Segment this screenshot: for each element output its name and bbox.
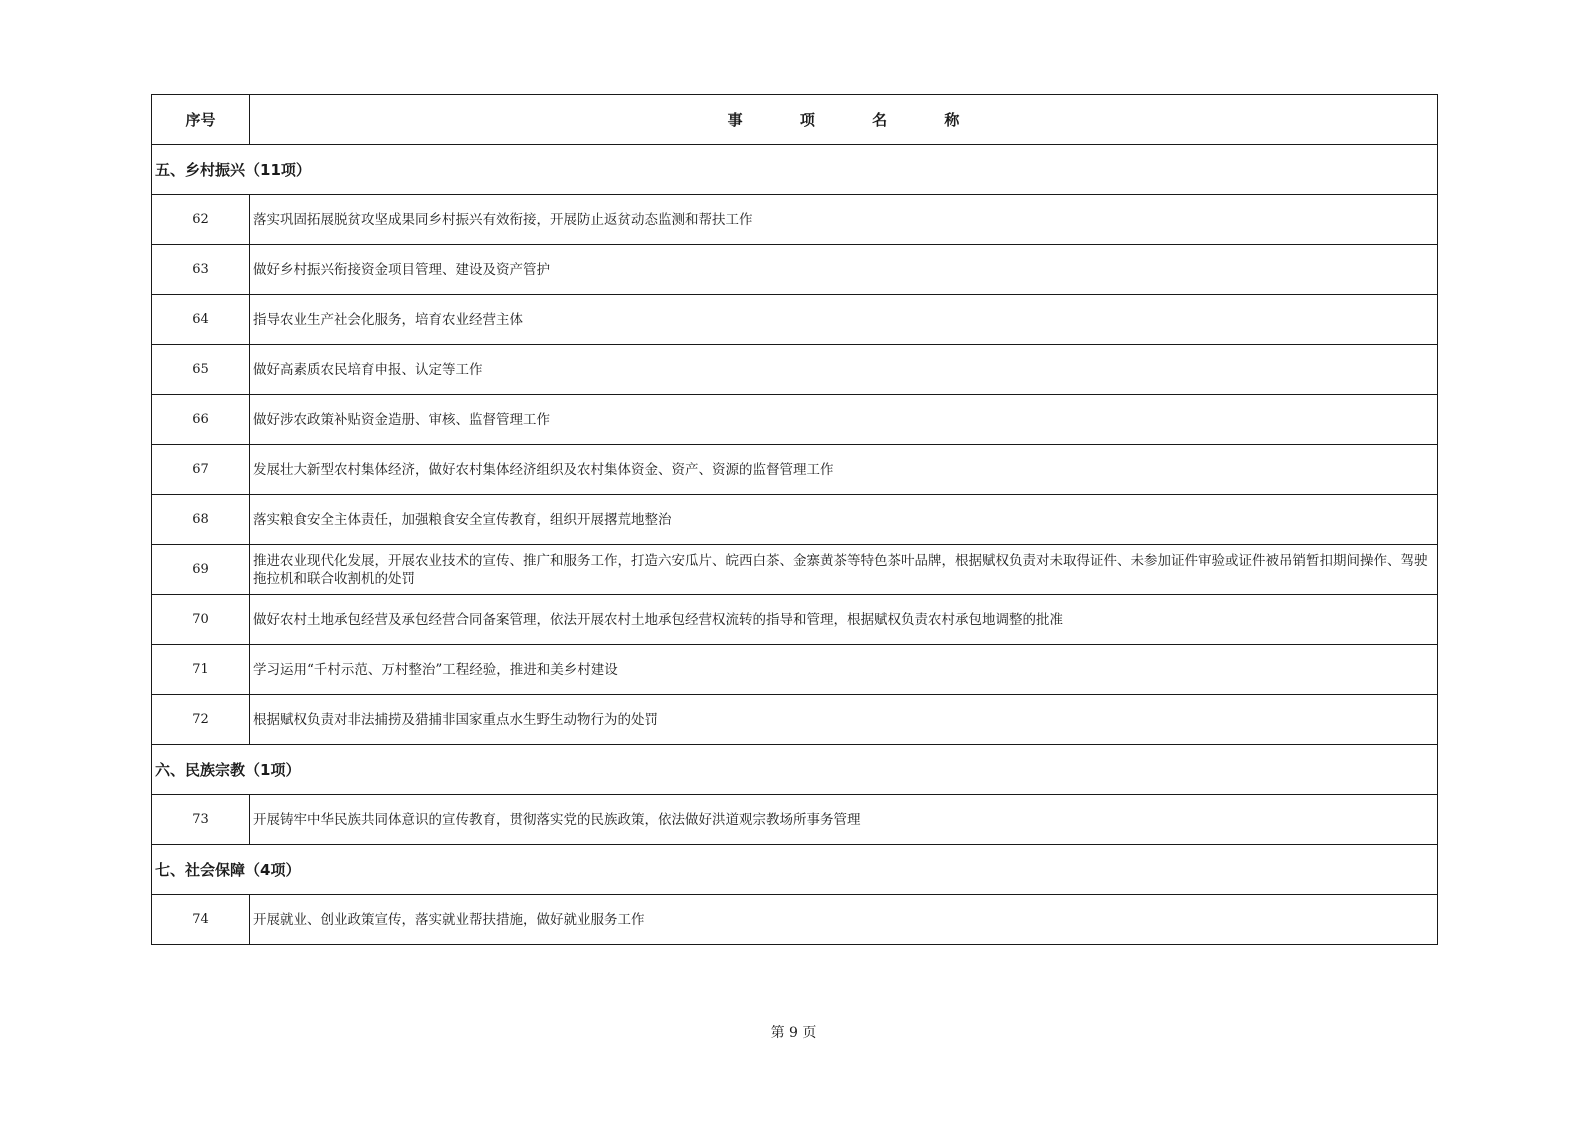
item-text: 根据赋权负责对非法捕捞及猎捕非国家重点水生野生动物行为的处罚 xyxy=(250,695,1438,745)
page-number: 第 9 页 xyxy=(770,1025,817,1041)
item-text: 做好农村土地承包经营及承包经营合同备案管理，依法开展农村土地承包经营权流转的指导和管理，根据赋权负责农村承包地调整的批准 xyxy=(250,595,1438,645)
section-title: 六、民族宗教（1项） xyxy=(152,745,1438,795)
item-number: 73 xyxy=(152,795,250,845)
item-number: 67 xyxy=(152,445,250,495)
item-text: 学习运用“千村示范、万村整治”工程经验，推进和美乡村建设 xyxy=(250,645,1438,695)
header-name-char: 事 xyxy=(727,111,743,129)
item-number: 64 xyxy=(152,295,250,345)
item-number: 70 xyxy=(152,595,250,645)
matters-table xyxy=(151,94,1438,945)
table-row xyxy=(152,645,1438,695)
item-number: 69 xyxy=(152,545,250,595)
table-row xyxy=(152,795,1438,845)
item-text: 落实巩固拓展脱贫攻坚成果同乡村振兴有效衔接，开展防止返贫动态监测和帮扶工作 xyxy=(250,195,1438,245)
item-text: 开展就业、创业政策宣传，落实就业帮扶措施，做好就业服务工作 xyxy=(250,895,1438,945)
table-row xyxy=(152,695,1438,745)
section-title: 五、乡村振兴（11项） xyxy=(152,145,1438,195)
table-row xyxy=(152,895,1438,945)
item-number: 68 xyxy=(152,495,250,545)
item-text: 开展铸牢中华民族共同体意识的宣传教育，贯彻落实党的民族政策，依法做好洪道观宗教场所事务管理 xyxy=(250,795,1438,845)
item-number: 62 xyxy=(152,195,250,245)
item-number: 74 xyxy=(152,895,250,945)
header-no: 序号 xyxy=(152,95,250,145)
table-header-row xyxy=(152,95,1438,145)
item-number: 63 xyxy=(152,245,250,295)
item-number: 71 xyxy=(152,645,250,695)
item-text: 做好乡村振兴衔接资金项目管理、建设及资产管护 xyxy=(250,245,1438,295)
table-row xyxy=(152,495,1438,545)
item-text: 落实粮食安全主体责任，加强粮食安全宣传教育，组织开展撂荒地整治 xyxy=(250,495,1438,545)
item-text: 做好涉农政策补贴资金造册、审核、监督管理工作 xyxy=(250,395,1438,445)
section-title: 七、社会保障（4项） xyxy=(152,845,1438,895)
header-name-char: 名 xyxy=(872,111,888,129)
section-row xyxy=(152,145,1438,195)
item-number: 72 xyxy=(152,695,250,745)
table-row xyxy=(152,345,1438,395)
item-text: 做好高素质农民培育申报、认定等工作 xyxy=(250,345,1438,395)
table-row xyxy=(152,195,1438,245)
item-text: 指导农业生产社会化服务，培育农业经营主体 xyxy=(250,295,1438,345)
item-text: 推进农业现代化发展，开展农业技术的宣传、推广和服务工作，打造六安瓜片、皖西白茶、金寨黄茶等特色茶叶品牌，根据赋权负责对未取得证件、未参加证件审验或证件被吊销暂扣期间操作、驾驶拖拉机和联合收割机的处罚 xyxy=(250,545,1438,595)
table-row xyxy=(152,295,1438,345)
header-name-char: 项 xyxy=(799,111,815,129)
item-number: 66 xyxy=(152,395,250,445)
header-name-char: 称 xyxy=(944,111,960,129)
table-row xyxy=(152,445,1438,495)
header-name xyxy=(250,95,1438,145)
table-row xyxy=(152,395,1438,445)
section-row xyxy=(152,845,1438,895)
item-text: 发展壮大新型农村集体经济，做好农村集体经济组织及农村集体资金、资产、资源的监督管理工作 xyxy=(250,445,1438,495)
table-row xyxy=(152,595,1438,645)
table-row xyxy=(152,545,1438,595)
table-row xyxy=(152,245,1438,295)
item-number: 65 xyxy=(152,345,250,395)
section-row xyxy=(152,745,1438,795)
